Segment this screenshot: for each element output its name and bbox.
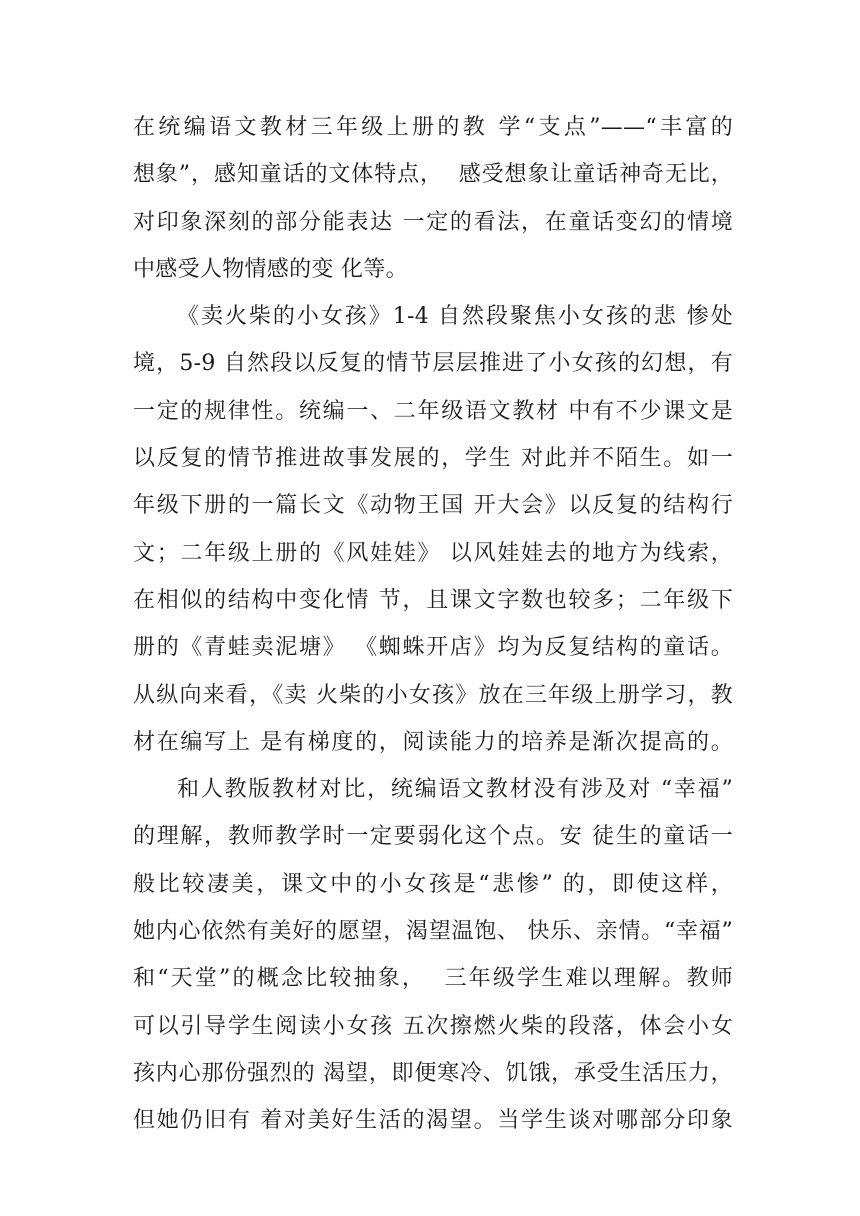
text-line: 的理解，教师教学时一定要弱化这个点。安 徒生的童话一	[133, 824, 733, 850]
text-line: 文；二年级上册的《风娃娃》 以风娃娃去的地方为线索，	[133, 540, 733, 566]
text-line: 《卖火柴的小女孩》1-4 自然段聚焦小女孩的悲 惨处	[177, 304, 733, 330]
text-line: 孩内心那份强烈的 渴望，即便寒冷、饥饿，承受生活压力，	[133, 1060, 733, 1086]
text-line: 对印象深刻的部分能表达 一定的看法，在童话变幻的情境	[133, 209, 733, 235]
text-line: 但她仍旧有 着对美好生活的渴望。当学生谈对哪部分印象	[133, 1108, 733, 1134]
text-line: 可以引导学生阅读小女孩 五次擦燃火柴的段落，体会小女	[133, 1013, 733, 1039]
body-text	[133, 104, 733, 1145]
text-line: 中感受人物情感的变 化等。	[133, 256, 408, 282]
text-line: 年级下册的一篇长文《动物王国 开大会》以反复的结构行	[133, 493, 733, 519]
text-line: 以反复的情节推进故事发展的，学生 对此并不陌生。如一	[133, 446, 733, 472]
text-line: 在统编语文教材三年级上册的教 学“支点”——“丰富的	[133, 115, 733, 140]
text-line: 册的《青蛙卖泥塘》 《蜘蛛开店》均为反复结构的童话。	[133, 635, 733, 661]
text-line: 想象”，感知童话的文体特点， 感受想象让童话神奇无比，	[133, 162, 733, 188]
text-line: 和“天堂”的概念比较抽象， 三年级学生难以理解。教师	[133, 966, 733, 992]
text-line: 和人教版教材对比，统编语文教材没有涉及对 “幸福”	[177, 777, 733, 803]
text-line: 从纵向来看，《卖 火柴的小女孩》放在三年级上册学习，教	[133, 682, 733, 708]
text-line: 她内心依然有美好的愿望，渴望温饱、 快乐、亲情。“幸福”	[133, 919, 733, 945]
text-line: 般比较凄美，课文中的小女孩是“悲惨” 的，即使这样，	[133, 871, 733, 897]
text-line: 材在编写上 是有梯度的，阅读能力的培养是渐次提高的。	[133, 729, 733, 755]
text-line: 在相似的结构中变化情 节，且课文字数也较多；二年级下	[133, 587, 733, 613]
text-line: 一定的规律性。统编一、二年级语文教材 中有不少课文是	[133, 398, 733, 424]
text-line: 境，5-9 自然段以反复的情节层层推进了小女孩的幻想，有	[133, 351, 733, 377]
